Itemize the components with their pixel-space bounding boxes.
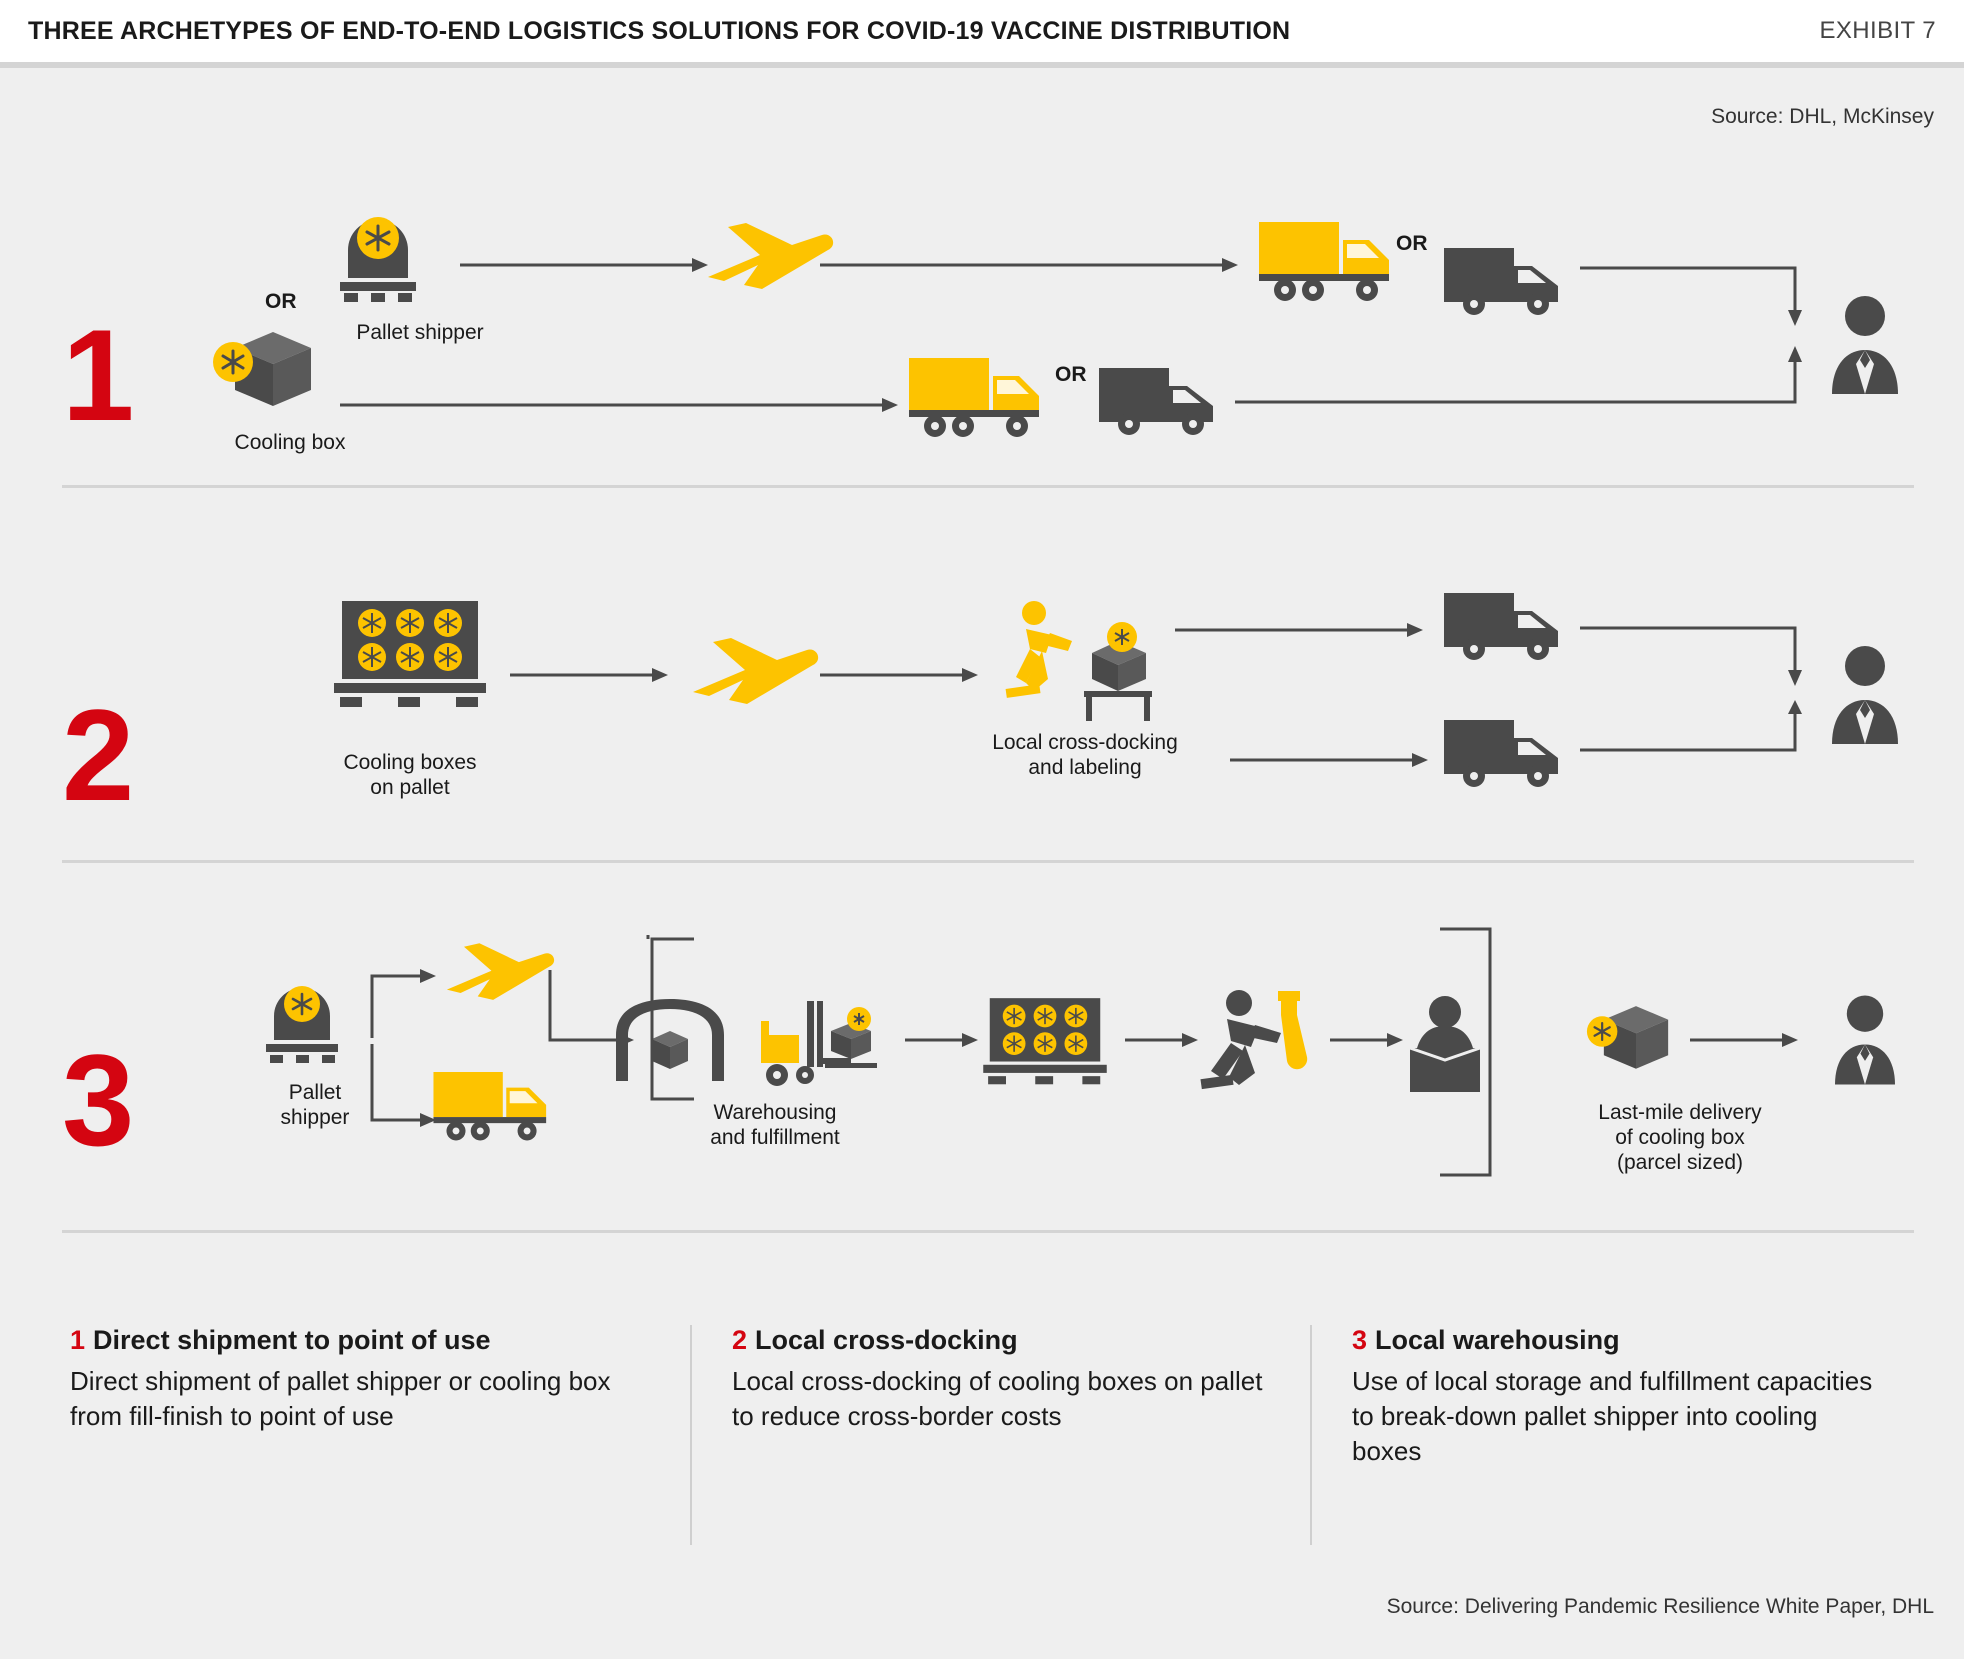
legend-title: Local cross-docking [755,1325,1018,1355]
airplane-icon [685,630,825,720]
caption-cooling-boxes-pallet [290,750,530,800]
legend-body: Use of local storage and fulfillment capacities to break-down pallet shipper into cooling boxes [1352,1366,1873,1467]
arrow-icon [1580,258,1830,338]
legend-number: 2 [732,1325,748,1355]
lastmile-bracket [1440,925,1510,1180]
van-icon [1440,712,1570,792]
arrow-icon [1175,620,1425,640]
page-title: THREE ARCHETYPES OF END-TO-END LOGISTICS SOLUTIONS FOR COVID-19 VACCINE DISTRIBUTION [28,16,1291,45]
caption-line-1: Cooling boxes [343,751,477,774]
legend-heading [70,1325,650,1356]
row-divider-2 [62,860,1914,863]
caption-cooling-box-1: Cooling box [234,431,346,454]
caption-line-1: Last-mile delivery [1598,1101,1762,1124]
legend-item-3 [1310,1325,1930,1545]
caption-line-2: of cooling box [1615,1126,1745,1150]
arrow-icon [460,255,710,275]
caption-lastmile [1510,1100,1850,1176]
exhibit-label: EXHIBIT 7 [1819,17,1936,44]
person-recipient-icon [1820,640,1910,750]
row-number-3: 3 [62,1027,135,1173]
legend-number: 1 [70,1325,86,1355]
caption-pallet-shipper-1: Pallet shipper [356,321,484,344]
caption-line-2: shipper [280,1106,350,1130]
arrow-icon [820,255,1240,275]
truck-icon [905,348,1055,443]
row-number-1: 1 [62,302,135,448]
truck-icon [1255,212,1405,307]
caption-line-2: and fulfillment [710,1126,840,1150]
van-icon [1095,360,1225,440]
airplane-icon [700,215,840,305]
person-recipient-icon [1820,290,1910,400]
legend-number: 3 [1352,1325,1368,1355]
legend-heading [732,1325,1270,1356]
caption-cross-docking [920,730,1250,780]
legend-body: Direct shipment of pallet shipper or cooling box from fill-finish to point of use [70,1366,611,1432]
arrow-icon [510,665,670,685]
vial-handling-icon [1185,985,1320,1100]
caption-line-3: (parcel sized) [1616,1151,1744,1175]
caption-line-1: Warehousing [713,1101,837,1124]
arrow-icon [1230,750,1430,770]
arrow-icon [1235,340,1835,410]
pallet-shipper-icon [248,960,358,1068]
cooling-box-icon [195,320,325,430]
or-label-truck-top: OR [1396,232,1428,255]
row-divider-3 [62,1230,1914,1233]
van-icon [1440,585,1570,665]
source-bottom: Source: Delivering Pandemic Resilience White Paper, DHL [1386,1595,1934,1618]
caption-line-2: on pallet [370,776,450,800]
caption-line-1: Local cross-docking [992,731,1178,754]
caption-warehousing [640,1100,910,1150]
person-recipient-icon [1820,990,1910,1090]
legend-heading [1352,1325,1890,1356]
pallet-shipper-icon [318,190,438,310]
row-divider-1 [62,485,1914,488]
van-icon [1440,240,1570,320]
row-number-2: 2 [62,682,135,828]
page-header [0,0,1964,62]
arrow-icon [1580,618,1830,698]
arrow-icon [820,665,980,685]
cooling-box-icon [1570,995,1680,1090]
or-label-truck-bottom: OR [1055,363,1087,386]
legend-title: Direct shipment to point of use [93,1325,491,1355]
arrow-icon [1690,1030,1800,1050]
source-top: Source: DHL, McKinsey [1711,105,1934,128]
legend-body: Local cross-docking of cooling boxes on pallet to reduce cross-border costs [732,1366,1263,1432]
legend-title: Local warehousing [1375,1325,1620,1355]
header-divider [0,62,1964,68]
arrow-icon [905,1030,980,1050]
legend [70,1325,1940,1545]
caption-line-1: Pallet [288,1081,342,1104]
legend-item-2 [690,1325,1310,1545]
or-label-top: OR [265,290,297,313]
local-cross-docking-icon [1000,595,1170,725]
warehouse-bracket [648,935,708,1115]
forklift-icon [755,995,890,1090]
legend-item-1 [70,1325,690,1545]
cooling-boxes-on-pallet-icon [980,990,1110,1090]
arrow-icon [340,395,900,415]
cooling-boxes-on-pallet-icon [330,595,490,710]
arrow-icon [1580,700,1830,780]
caption-line-2: and labeling [1028,756,1142,780]
